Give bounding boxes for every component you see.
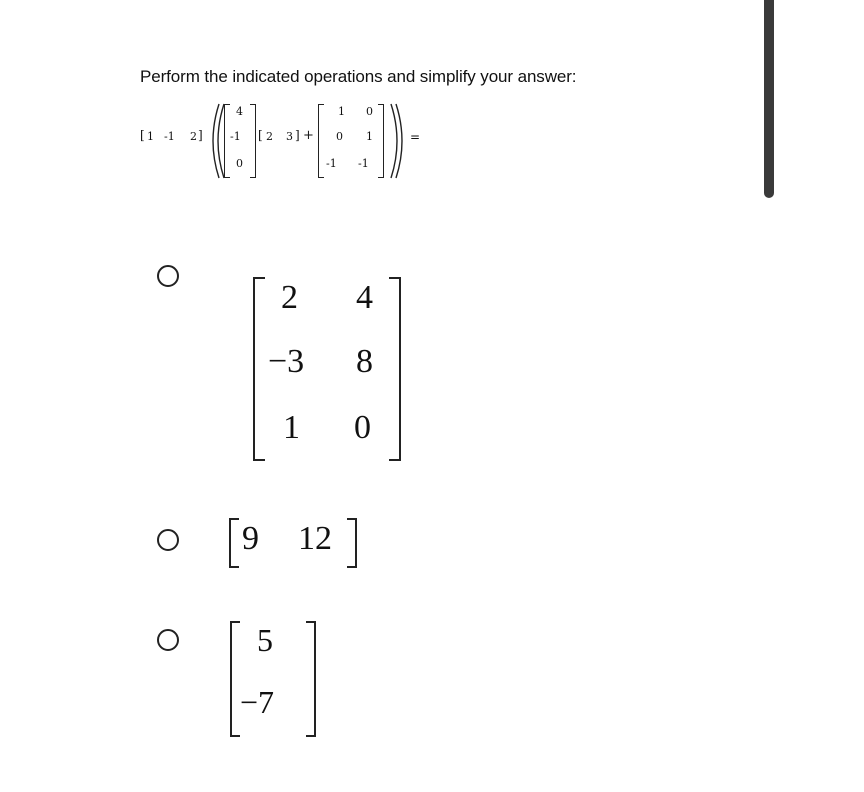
matrix-entry: −3 <box>268 343 305 380</box>
column-vector-entry: 0 <box>236 157 243 170</box>
column-vector-entry: -1 <box>230 130 241 143</box>
matrix-entry: -1 <box>326 157 337 170</box>
matrix-entry: 0 <box>336 130 343 143</box>
matrix-entry: 1 <box>366 130 373 143</box>
matrix-entry: 12 <box>298 520 332 557</box>
radio-button[interactable] <box>157 629 179 651</box>
row-vector-2-entry: 2 <box>266 130 273 143</box>
matrix-entry: 5 <box>257 622 273 658</box>
radio-button[interactable] <box>157 265 179 287</box>
matrix-entry: 4 <box>356 279 373 316</box>
matrix-entry: 1 <box>283 409 300 446</box>
matrix-entry: 0 <box>354 409 371 446</box>
matrix-entry: -1 <box>358 157 369 170</box>
equals-sign: = <box>410 130 421 144</box>
plus-sign: + <box>303 128 314 143</box>
row-vector-entry: 2 <box>190 130 197 143</box>
row-vector-entry: -1 <box>164 130 175 143</box>
left-paren <box>205 102 225 180</box>
matrix-entry: 0 <box>366 105 373 118</box>
matrix-entry: 9 <box>242 520 259 557</box>
scrollbar-thumb[interactable] <box>764 0 774 198</box>
matrix-entry: 1 <box>338 105 345 118</box>
row-vector-entry: 1 <box>147 130 154 143</box>
right-paren <box>389 102 409 180</box>
matrix-entry: 2 <box>281 279 298 316</box>
matrix-entry: 8 <box>356 343 373 380</box>
column-vector-entry: 4 <box>236 105 243 118</box>
question-prompt: Perform the indicated operations and simplify your answer: <box>140 67 577 86</box>
row-vector-2-entry: 3 <box>286 130 293 143</box>
matrix-entry: −7 <box>240 684 275 720</box>
radio-button[interactable] <box>157 529 179 551</box>
